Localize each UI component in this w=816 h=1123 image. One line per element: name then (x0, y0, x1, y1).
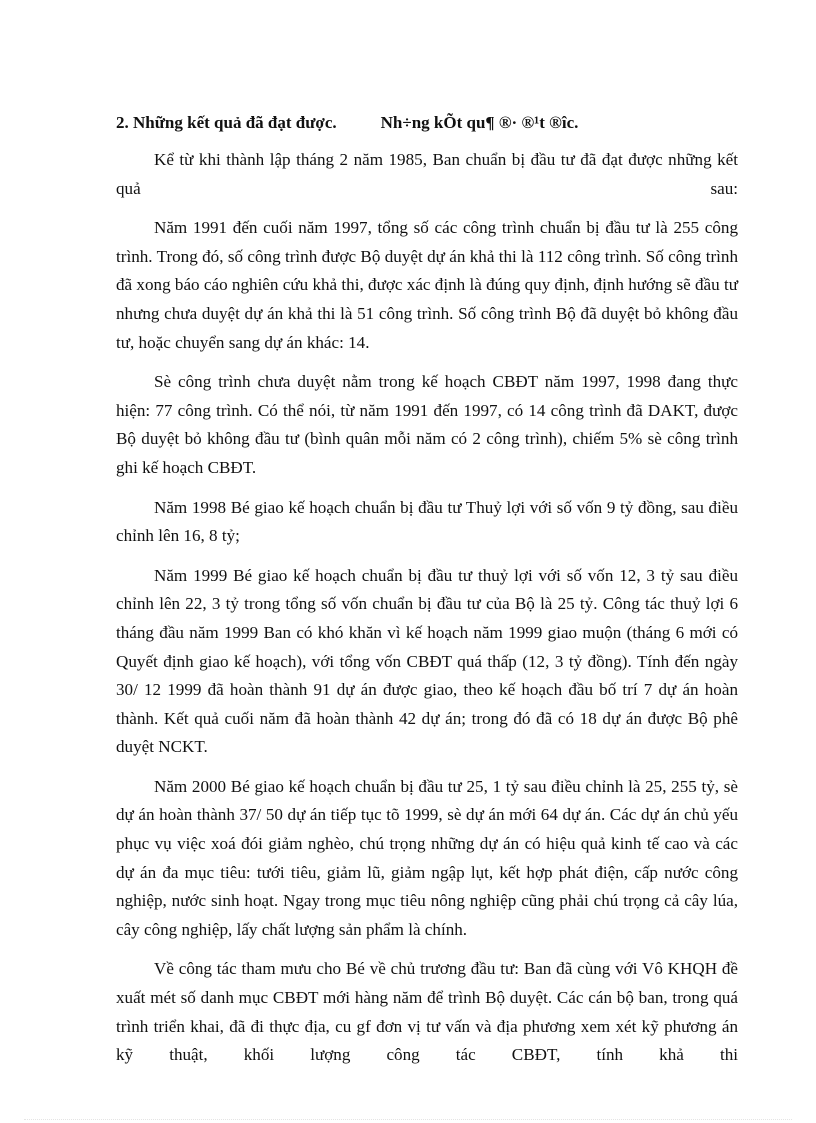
paragraph-2000: Năm 2000 Bé giao kế hoạch chuẩn bị đầu tư 25, 1 tỷ sau điều chỉnh là 25, 255 tỷ, sè dự án hoàn thành 37/ 50 dự án tiếp tục tõ 1999, sè dự án mới 64 dự án. Các dự án chủ yếu phục vụ việc xoá đói giảm nghèo, chú trọng những dự án có hiệu quả kinh tế cao và các dự án đa mục tiêu: tưới tiêu, giảm lũ, giảm ngập lụt, kết hợp phát điện, cấp nước công nghiệp, nước sinh hoạt. Ngay trong mục tiêu nông nghiệp cũng phải chú trọng cả cây lúa, cây công nghiệp, lấy chất lượng sản phẩm là chính. (116, 776, 738, 939)
page-bottom-divider (24, 1119, 792, 1120)
paragraph-unapproved: Sè công trình chưa duyệt nằm trong kế hoạch CBĐT năm 1997, 1998 đang thực hiện: 77 công trình. Có thể nói, từ năm 1991 đến 1997, có 14 công trình đã DAKT, được Bộ duyệt bỏ không đầu tư (bình quân mỗi năm có 2 công trình), chiếm 5% sè công trình ghi kế hoạch CBĐT. (116, 372, 738, 477)
section-title: 2. Những kết quả đã đạt được. (116, 113, 337, 132)
paragraph-advisory: Về công tác tham mưu cho Bé về chủ trương đầu tư: Ban đã cùng với Vô KHQH đề xuất mét số danh mục CBĐT mới hàng năm để trình Bộ duyệt. Các cán bộ ban, trong quá trình triển khai, đã đi thực địa, cu gf đơn vị tư vấn và địa phương xem xét kỹ phương án kỹ thuật, khối lượng công tác CBĐT, tính khả thi (116, 959, 738, 1065)
section-title-garbled: Nh÷ng kÕt qu¶ ®· ®¹t ®îc. (380, 113, 579, 132)
paragraph-1999: Năm 1999 Bé giao kế hoạch chuẩn bị đầu tư thuỷ lợi với số vốn 12, 3 tỷ sau điều chỉnh lên 22, 3 tỷ trong tổng số vốn chuẩn bị đầu tư của Bộ là 25 tỷ. Công tác thuỷ lợi 6 tháng đầu năm 1999 Ban có khó khăn vì kế hoạch năm 1999 giao muộn (tháng 6 mới có Quyết định giao kế hoạch), với tổng vốn CBĐT quá thấp (12, 3 tỷ đồng). Tính đến ngày 30/ 12 1999 đã hoàn thành 91 dự án được giao, theo kế hoạch đầu bố trí 7 dự án hoàn thành. Kết quả cuối năm đã hoàn thành 42 dự án; trong đó đã có 18 dự án được Bộ phê duyệt NCKT. (116, 565, 738, 757)
paragraph-1998: Năm 1998 Bé giao kế hoạch chuẩn bị đầu tư Thuỷ lợi với số vốn 9 tỷ đồng, sau điều chỉnh lên 16, 8 tỷ; (116, 497, 738, 546)
paragraph-intro: Kể từ khi thành lập tháng 2 năm 1985, Ban chuẩn bị đầu tư đã đạt được những kết quả sau: (116, 150, 738, 198)
paragraph-1991-1997: Năm 1991 đến cuối năm 1997, tổng số các công trình chuẩn bị đầu tư là 255 công trình. Trong đó, số công trình được Bộ duyệt dự án khả thi là 112 công trình. Số công trình đã xong báo cáo nghiên cứu khả thi, được xác định là đúng quy định, định hướng sẽ đầu tư nhưng chưa duyệt dự án khả thi là 51 công trình. Số công trình Bộ đã duyệt bỏ không đầu tư, hoặc chuyển sang dự án khác: 14. (116, 218, 738, 352)
section-heading (116, 112, 738, 134)
document-body (116, 112, 738, 1081)
